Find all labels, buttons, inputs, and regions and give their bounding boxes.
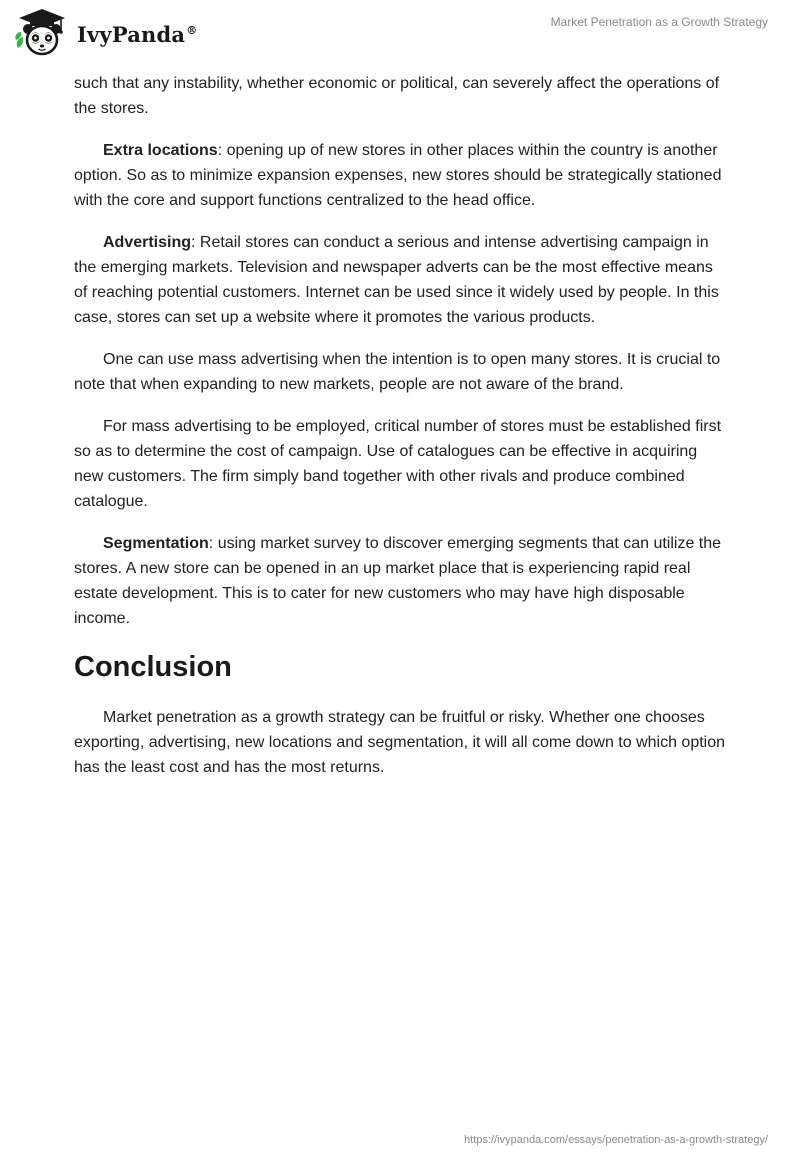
paragraph-conclusion: Market penetration as a growth strategy can be fruitful or risky. Whether one chooses exporting, advertising, new locations and segmentation, it will all come down to which option has the least cost and has the most returns.	[74, 709, 726, 776]
paragraph-extra-locations	[74, 138, 726, 213]
conclusion-heading: Conclusion	[74, 651, 232, 683]
paragraph-advertising	[74, 230, 726, 330]
footer-url-link[interactable]: https://ivypanda.com/essays/penetration-as-a-growth-strategy/	[464, 1134, 768, 1146]
panda-graduate-icon	[14, 7, 70, 57]
paragraph-text: : opening up of new stores in other places within the country is another option. So as to minimize expansion expenses, new stores should be strategically stationed with the core and support functions centralized to the head office.	[74, 142, 722, 209]
document-title: Market Penetration as a Growth Strategy	[550, 15, 768, 29]
paragraph-text: : using market survey to discover emerging segments that can utilize the stores. A new store can be opened in an up market place that is experiencing rapid real estate development. This is to cater for new customers who may have high disposable income.	[74, 535, 722, 627]
essay-body	[74, 71, 726, 797]
paragraph-catalogues: For mass advertising to be employed, critical number of stores must be established first so as to determine the cost of campaign. Use of catalogues can be effective in acquiring new customers. The firm simply band together with other rivals and produce combined catalogue.	[74, 418, 722, 510]
paragraph-segmentation	[74, 531, 726, 631]
registered-mark: ®	[186, 23, 198, 37]
paragraph-mass-advertising: One can use mass advertising when the intention is to open many stores. It is crucial to note that when expanding to new markets, people are not aware of the brand.	[74, 351, 721, 393]
term-extra-locations: Extra locations	[103, 142, 218, 159]
term-advertising: Advertising	[103, 234, 192, 251]
ivypanda-logo[interactable]	[14, 7, 197, 57]
logo-text: IvyPanda®	[77, 21, 198, 47]
paragraph-text: : Retail stores can conduct a serious and intense advertising campaign in the emerging markets. Television and newspaper adverts can be the most effective means of reaching potential customers. Internet can be used since it widely used by people. In this case, stores can set up a website where it promotes the various products.	[74, 234, 719, 326]
term-segmentation: Segmentation	[103, 535, 209, 552]
page-header	[0, 0, 800, 64]
paragraph-continuation: such that any instability, whether economic or political, can severely affect the operations of the stores.	[74, 75, 720, 117]
